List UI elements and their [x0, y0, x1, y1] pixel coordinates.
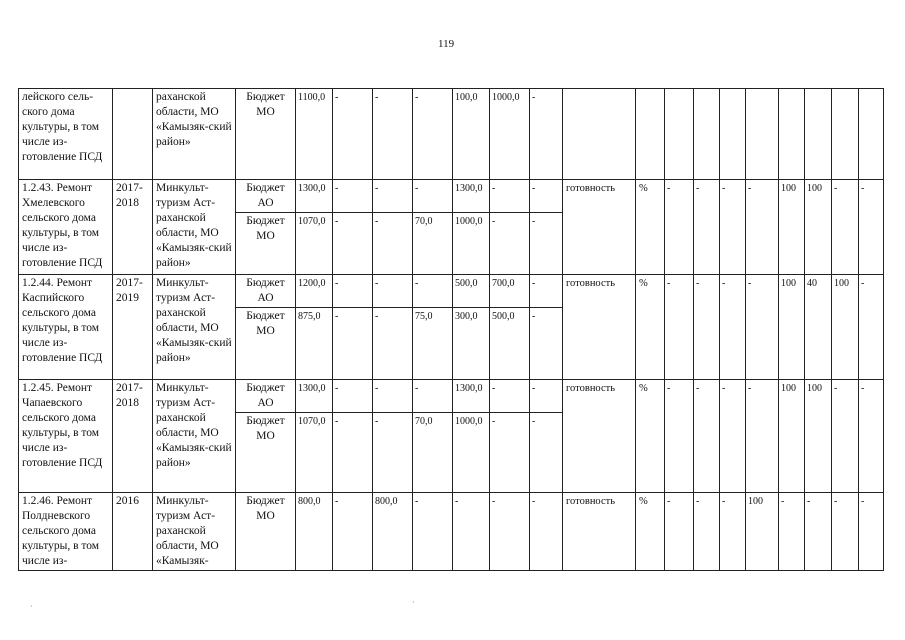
- target-value-cell: -: [665, 275, 694, 380]
- target-value-cell: -: [665, 380, 694, 493]
- funding-source-cell: Бюджет МО: [236, 308, 296, 380]
- funding-value-cell: -: [530, 493, 563, 571]
- executor-cell: раханской области, МО «Камызяк-ский район»: [153, 89, 236, 180]
- funding-value-cell: -: [490, 180, 530, 213]
- funding-value-cell: -: [373, 380, 413, 413]
- measure-name-cell: 1.2.45. Ремонт Чапаевского сельского дома культуры, в том числе из-готовление ПСД: [19, 380, 113, 493]
- measure-name-cell: лейского сель-ского дома культуры, в том числе из-готовление ПСД: [19, 89, 113, 180]
- funding-value-cell: -: [490, 493, 530, 571]
- funding-value-cell: -: [373, 308, 413, 380]
- years-cell: 2017-2018: [113, 380, 153, 493]
- executor-cell: Минкульт-туризм Аст-раханской области, МО «Камызяк-ский район»: [153, 380, 236, 493]
- target-value-cell: -: [694, 493, 720, 571]
- indicator-cell: готовность: [563, 180, 636, 275]
- target-value-cell: 100: [779, 275, 805, 380]
- target-value-cell: -: [746, 380, 779, 493]
- funding-value-cell: -: [333, 213, 373, 275]
- funding-value-cell: 700,0: [490, 275, 530, 308]
- funding-value-cell: -: [373, 413, 413, 493]
- executor-cell: Минкульт-туризм Аст-раханской области, МО «Камызяк-ский район»: [153, 180, 236, 275]
- funding-source-cell: Бюджет АО: [236, 275, 296, 308]
- funding-value-cell: -: [453, 493, 490, 571]
- funding-source-cell: Бюджет АО: [236, 180, 296, 213]
- target-value-cell: -: [720, 493, 746, 571]
- funding-value-cell: -: [530, 413, 563, 493]
- target-value-cell: 100: [805, 180, 832, 275]
- funding-value-cell: -: [333, 493, 373, 571]
- funding-value-cell: -: [373, 275, 413, 308]
- funding-value-cell: 800,0: [296, 493, 333, 571]
- target-value-cell: -: [832, 493, 859, 571]
- target-value-cell: -: [832, 380, 859, 493]
- indicator-cell: готовность: [563, 493, 636, 571]
- target-value-cell: 100: [779, 380, 805, 493]
- funding-value-cell: -: [333, 308, 373, 380]
- target-value-cell: -: [779, 493, 805, 571]
- measure-name-cell: 1.2.46. Ремонт Полдневского сельского дома культуры, в том числе из-: [19, 493, 113, 571]
- table-row: [19, 493, 884, 571]
- funding-value-cell: 1300,0: [296, 380, 333, 413]
- table-row: [19, 380, 884, 413]
- target-value-cell: -: [805, 493, 832, 571]
- funding-value-cell: -: [530, 213, 563, 275]
- target-value-cell: [779, 89, 805, 180]
- funding-source-cell: Бюджет МО: [236, 89, 296, 180]
- funding-value-cell: -: [530, 89, 563, 180]
- target-value-cell: [720, 89, 746, 180]
- funding-value-cell: -: [413, 89, 453, 180]
- target-value-cell: -: [746, 275, 779, 380]
- funding-value-cell: -: [530, 380, 563, 413]
- funding-value-cell: 1100,0: [296, 89, 333, 180]
- unit-cell: %: [636, 180, 665, 275]
- target-value-cell: 100: [746, 493, 779, 571]
- target-value-cell: [746, 89, 779, 180]
- program-table: [18, 88, 884, 571]
- funding-source-cell: Бюджет МО: [236, 413, 296, 493]
- funding-value-cell: 1300,0: [453, 380, 490, 413]
- unit-cell: %: [636, 275, 665, 380]
- years-cell: [113, 89, 153, 180]
- target-value-cell: -: [859, 380, 884, 493]
- funding-value-cell: -: [530, 275, 563, 308]
- funding-value-cell: 100,0: [453, 89, 490, 180]
- funding-value-cell: -: [373, 180, 413, 213]
- funding-value-cell: 1070,0: [296, 213, 333, 275]
- indicator-cell: [563, 89, 636, 180]
- funding-value-cell: 70,0: [413, 413, 453, 493]
- target-value-cell: [694, 89, 720, 180]
- funding-value-cell: -: [490, 413, 530, 493]
- target-value-cell: 100: [779, 180, 805, 275]
- executor-cell: Минкульт-туризм Аст-раханской области, МО «Камызяк-ский район»: [153, 275, 236, 380]
- years-cell: 2016: [113, 493, 153, 571]
- funding-value-cell: -: [333, 380, 373, 413]
- target-value-cell: -: [859, 493, 884, 571]
- target-value-cell: -: [859, 275, 884, 380]
- unit-cell: %: [636, 493, 665, 571]
- funding-value-cell: -: [530, 180, 563, 213]
- funding-value-cell: 1300,0: [453, 180, 490, 213]
- funding-value-cell: 800,0: [373, 493, 413, 571]
- funding-value-cell: -: [490, 213, 530, 275]
- target-value-cell: -: [720, 380, 746, 493]
- funding-value-cell: -: [413, 180, 453, 213]
- funding-value-cell: 70,0: [413, 213, 453, 275]
- measure-name-cell: 1.2.44. Ремонт Каспийского сельского дома культуры, в том числе из-готовление ПСД: [19, 275, 113, 380]
- target-value-cell: [665, 89, 694, 180]
- executor-cell: Минкульт-туризм Аст-раханской области, МО «Камызяк-: [153, 493, 236, 571]
- target-value-cell: [805, 89, 832, 180]
- funding-value-cell: 500,0: [453, 275, 490, 308]
- funding-value-cell: -: [530, 308, 563, 380]
- funding-value-cell: -: [413, 493, 453, 571]
- funding-value-cell: -: [413, 380, 453, 413]
- funding-value-cell: 300,0: [453, 308, 490, 380]
- target-value-cell: -: [859, 180, 884, 275]
- target-value-cell: -: [694, 380, 720, 493]
- table-row: [19, 180, 884, 213]
- table-row: [19, 275, 884, 308]
- funding-value-cell: 1000,0: [453, 413, 490, 493]
- target-value-cell: 100: [832, 275, 859, 380]
- funding-value-cell: 1000,0: [453, 213, 490, 275]
- indicator-cell: готовность: [563, 380, 636, 493]
- target-value-cell: -: [665, 493, 694, 571]
- funding-value-cell: 1200,0: [296, 275, 333, 308]
- target-value-cell: 40: [805, 275, 832, 380]
- funding-value-cell: -: [373, 213, 413, 275]
- target-value-cell: -: [694, 275, 720, 380]
- funding-value-cell: 1000,0: [490, 89, 530, 180]
- target-value-cell: -: [720, 180, 746, 275]
- target-value-cell: -: [720, 275, 746, 380]
- funding-value-cell: 1300,0: [296, 180, 333, 213]
- indicator-cell: готовность: [563, 275, 636, 380]
- funding-value-cell: -: [413, 275, 453, 308]
- funding-value-cell: -: [333, 275, 373, 308]
- funding-value-cell: 875,0: [296, 308, 333, 380]
- target-value-cell: [859, 89, 884, 180]
- funding-value-cell: -: [333, 89, 373, 180]
- target-value-cell: [832, 89, 859, 180]
- target-value-cell: 100: [805, 380, 832, 493]
- page-number: 119: [438, 38, 455, 50]
- funding-value-cell: -: [333, 413, 373, 493]
- target-value-cell: -: [665, 180, 694, 275]
- measure-name-cell: 1.2.43. Ремонт Хмелевского сельского дома культуры, в том числе из-готовление ПСД: [19, 180, 113, 275]
- target-value-cell: -: [832, 180, 859, 275]
- funding-source-cell: Бюджет МО: [236, 213, 296, 275]
- years-cell: 2017-2019: [113, 275, 153, 380]
- funding-value-cell: 75,0: [413, 308, 453, 380]
- target-value-cell: -: [746, 180, 779, 275]
- funding-value-cell: 500,0: [490, 308, 530, 380]
- funding-value-cell: -: [373, 89, 413, 180]
- years-cell: 2017-2018: [113, 180, 153, 275]
- funding-value-cell: -: [490, 380, 530, 413]
- funding-value-cell: -: [333, 180, 373, 213]
- funding-source-cell: Бюджет АО: [236, 380, 296, 413]
- table-row: [19, 89, 884, 180]
- scan-speck: ·: [412, 598, 415, 607]
- funding-value-cell: 1070,0: [296, 413, 333, 493]
- target-value-cell: -: [694, 180, 720, 275]
- unit-cell: [636, 89, 665, 180]
- funding-source-cell: Бюджет МО: [236, 493, 296, 571]
- scan-speck: ·: [30, 602, 33, 611]
- unit-cell: %: [636, 380, 665, 493]
